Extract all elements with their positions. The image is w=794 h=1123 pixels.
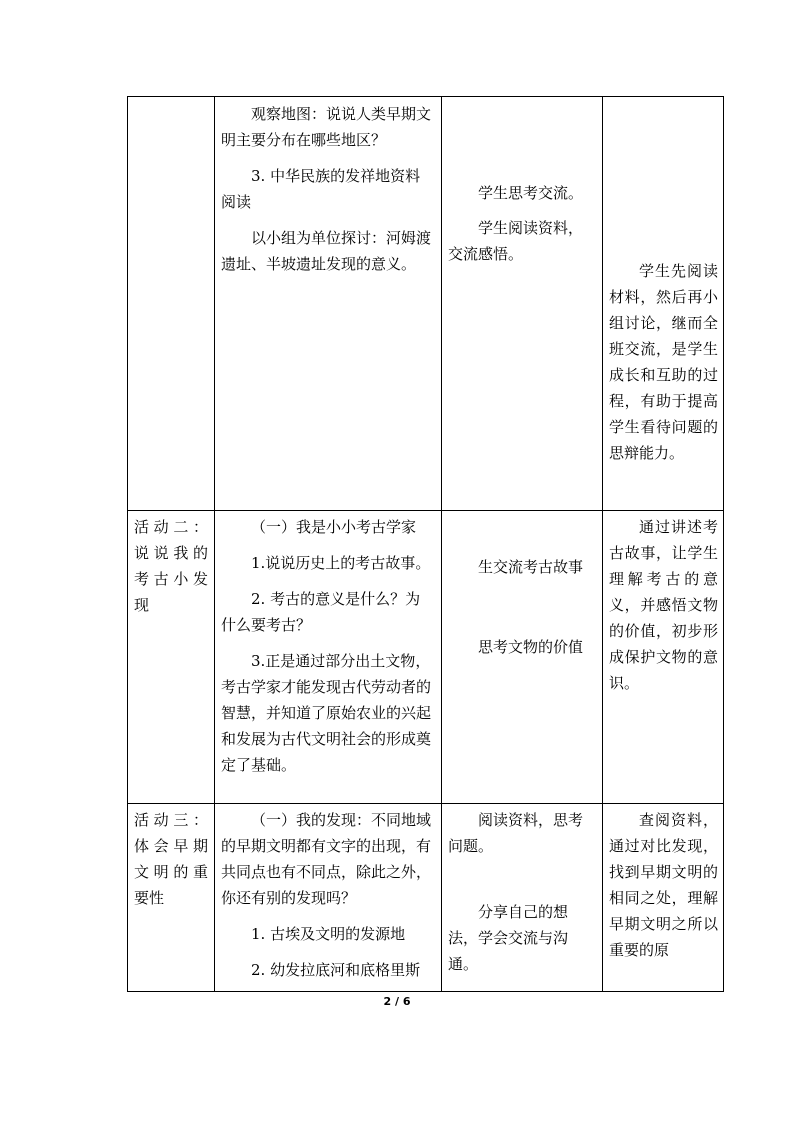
row1-intent-cell xyxy=(603,258,724,466)
student-text: 思考文物的价值 xyxy=(478,638,584,656)
lesson-plan-table xyxy=(127,96,724,992)
activity-title: 活动二：说说我的考古小发现 xyxy=(134,518,208,614)
teacher-text: 1. 古埃及文明的发源地 xyxy=(251,925,406,943)
row2-student-cell xyxy=(442,554,602,660)
intent-text: 通过讲述考古故事，让学生理解考古的意义，并感悟文物的价值，初步形成保护文物的意识。 xyxy=(609,518,718,692)
row-divider xyxy=(128,510,723,511)
row2-intent-cell xyxy=(603,514,724,696)
teacher-text: 1.说说历史上的考古故事。 xyxy=(251,554,431,572)
teacher-text: 3.正是通过部分出土文物，考古学家才能发现古代劳动者的智慧，并知道了原始农业的兴起和发展为古代文明社会的形成奠定了基础。 xyxy=(221,652,432,774)
intent-text: 查阅资料，通过对比发现，找到早期文明的相同之处，理解早期文明之所以重要的原 xyxy=(609,811,718,959)
row2-activity-cell xyxy=(128,514,214,618)
teacher-text: 2. 幼发拉底河和底格里斯 xyxy=(251,961,421,979)
row3-intent-cell xyxy=(603,807,724,963)
teacher-text: 3. 中华民族的发祥地资料阅读 xyxy=(221,167,421,211)
row-divider xyxy=(128,803,723,804)
page-number: 2 / 6 xyxy=(383,995,411,1008)
teacher-text: （一）我的发现：不同地域的早期文明都有文字的出现，有共同点也有不同点，除此之外，你还有别的发现吗？ xyxy=(221,811,432,907)
student-text: 学生思考交流。 xyxy=(478,184,584,202)
teacher-text: 观察地图：说说人类早期文明主要分布在哪些地区？ xyxy=(221,105,432,149)
student-text: 学生阅读资料，交流感悟。 xyxy=(448,219,584,263)
teacher-text: （一）我是小小考古学家 xyxy=(251,518,417,536)
row3-activity-cell xyxy=(128,807,214,911)
teacher-text: 以小组为单位探讨：河姆渡遗址、半坡遗址发现的意义。 xyxy=(221,229,432,273)
row3-teacher-cell xyxy=(215,807,441,983)
row2-teacher-cell xyxy=(215,514,441,778)
row1-student-cell xyxy=(442,180,602,267)
row1-activity-cell xyxy=(128,97,214,510)
student-text: 生交流考古故事 xyxy=(478,558,584,576)
student-text: 分享自己的想法，学会交流与沟通。 xyxy=(448,903,569,973)
intent-text: 学生先阅读材料，然后再小组讨论，继而全班交流，是学生成长和互助的过程，有助于提高学生看待问题的思辩能力。 xyxy=(609,262,718,462)
teacher-text: 2. 考古的意义是什么？为什么要考古？ xyxy=(221,590,421,634)
activity-title: 活动三：体会早期文明的重要性 xyxy=(134,811,208,907)
row3-student-cell xyxy=(442,807,602,977)
row1-teacher-cell xyxy=(215,101,441,277)
student-text: 阅读资料，思考问题。 xyxy=(448,811,584,855)
